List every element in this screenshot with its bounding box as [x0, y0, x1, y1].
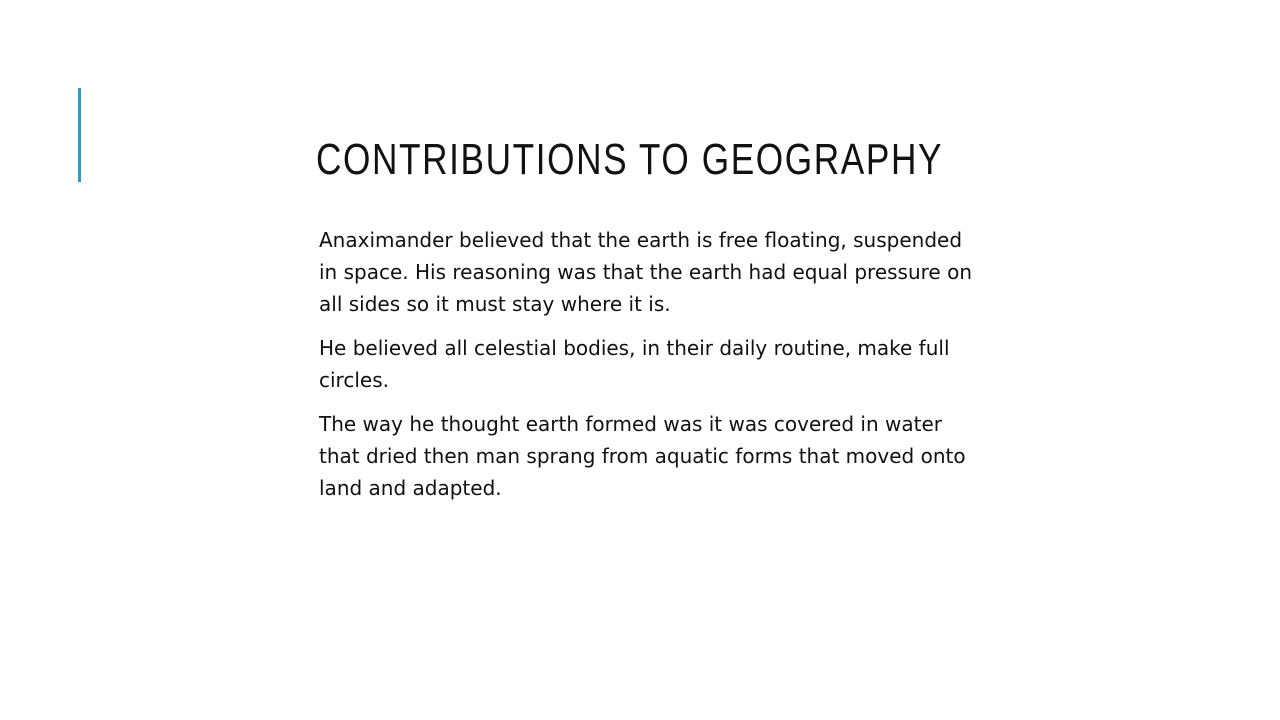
body-paragraph-earth-formation: The way he thought earth formed was it was covered in water that dried then man sprang from aquatic forms that moved onto land and adapted.: [319, 412, 966, 500]
body-paragraph-celestial-bodies: He believed all celestial bodies, in their daily routine, make full circles.: [319, 336, 950, 392]
body-paragraph-free-floating-earth: Anaximander believed that the earth is free floating, suspended in space. His reasoning was that the earth had equal pressure on all sides so it must stay where it is.: [319, 228, 972, 316]
title-accent-bar: [78, 88, 81, 182]
slide-title: CONTRIBUTIONS TO GEOGRAPHY: [316, 135, 944, 184]
slide-body: [319, 224, 979, 516]
